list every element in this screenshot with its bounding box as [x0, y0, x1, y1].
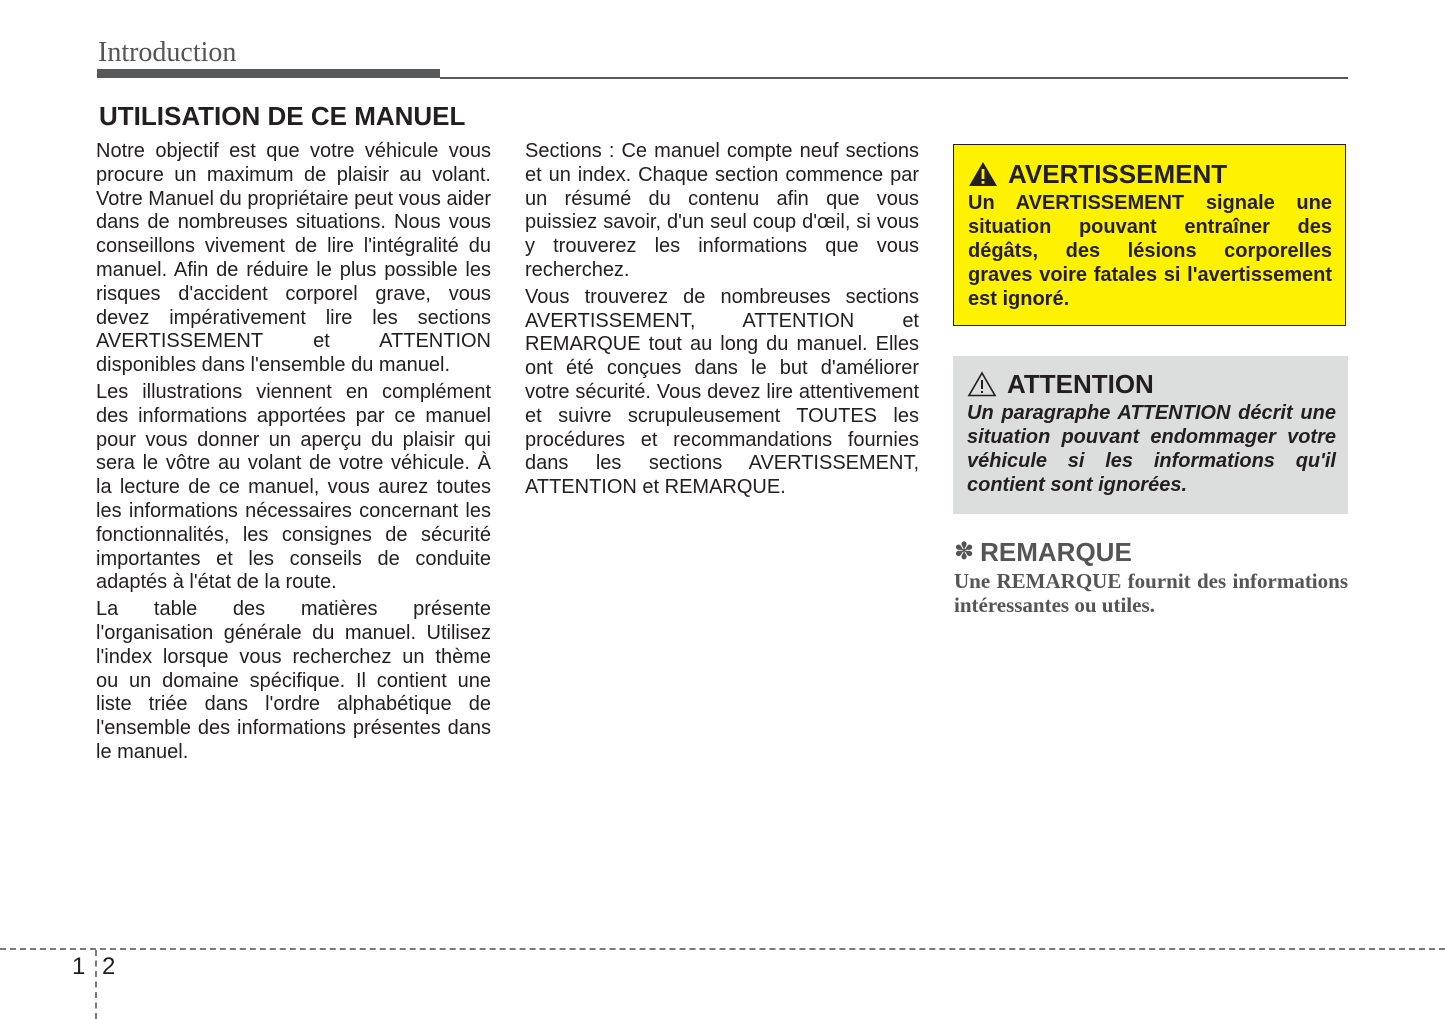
column-middle: [525, 140, 919, 503]
remark-text: Une REMARQUE fournit des informations intéressantes ou utiles.: [954, 569, 1348, 617]
attention-box: [953, 356, 1348, 514]
remark-heading-row: [954, 537, 1132, 567]
attention-heading: ATTENTION: [1007, 369, 1154, 399]
footer-dashed-separator: [95, 950, 97, 1019]
paragraph: Vous trouverez de nombreuses sections AVERTISSEMENT, ATTENTION et REMARQUE tout au long du manuel. Elles ont été conçues dans le but d'améliorer votre sécurité. Vous devez lire attentivement et suivre scrupuleusement TOUTES les procédures et recommandations fournies dans les sections AVERTISSEMENT, ATTENTION et REMARQUE.: [525, 285, 919, 499]
paragraph: Notre objectif est que votre véhicule vous procure un maximum de plaisir au volant. Votre Manuel du propriétaire peut vous aider dans de nombreuses situations. Nous vous conseillons vivement de lire l'intégralité du manuel. Afin de réduire le plus possible les risques d'accident corporel grave, vous devez impérativement lire les sections AVERTISSEMENT et ATTENTION disponibles dans l'ensemble du manuel.: [96, 140, 491, 377]
paragraph: La table des matières présente l'organisation générale du manuel. Utilisez l'index lorsque vous recherchez un thème ou un domaine spécifique. Il contient une liste triée dans l'ordre alphabétique de l'ensemble des informations présentes dans le manuel.: [96, 598, 491, 763]
paragraph: Les illustrations viennent en complément des informations apportées par ce manuel pour vous donner un aperçu du plaisir qui sera le vôtre au volant de votre véhicule. À la lecture de ce manuel, vous aurez toutes les informations nécessaires concernant les fonctionnalités, les consignes de sécurité importantes et les conseils de conduite adaptés à l'état de la route.: [96, 380, 491, 594]
warning-triangle-icon: [968, 161, 998, 187]
remark-heading: REMARQUE: [980, 537, 1132, 567]
page-number: 2: [102, 953, 116, 980]
asterisk-icon: ✽: [954, 538, 975, 565]
section-title: UTILISATION DE CE MANUEL: [99, 101, 466, 131]
attention-heading-row: [967, 369, 1336, 399]
header-rule-thin: [440, 77, 1348, 79]
caution-triangle-icon: [967, 371, 997, 397]
page-header-title: Introduction: [98, 37, 237, 68]
warning-box: [953, 144, 1346, 326]
header-rule-thick: [97, 69, 440, 78]
attention-text: Un paragraphe ATTENTION décrit une situation pouvant endommager votre véhicule si les informations qu'il contient sont ignorées.: [967, 402, 1336, 496]
warning-heading-row: [968, 159, 1332, 189]
warning-text: Un AVERTISSEMENT signale une situation pouvant entraîner des dégâts, des lésions corporelles graves voire fatales si l'avertissement est ignoré.: [968, 192, 1332, 310]
column-left: [96, 140, 491, 768]
paragraph: Sections : Ce manuel compte neuf sections et un index. Chaque section commence par un résumé du contenu afin que vous puissiez savoir, d'un seul coup d'œil, si vous y trouverez les informations que vous recherchez.: [525, 140, 919, 281]
footer-dashed-line: [0, 948, 1445, 950]
chapter-number: 1: [72, 953, 86, 980]
warning-heading: AVERTISSEMENT: [1008, 159, 1228, 189]
